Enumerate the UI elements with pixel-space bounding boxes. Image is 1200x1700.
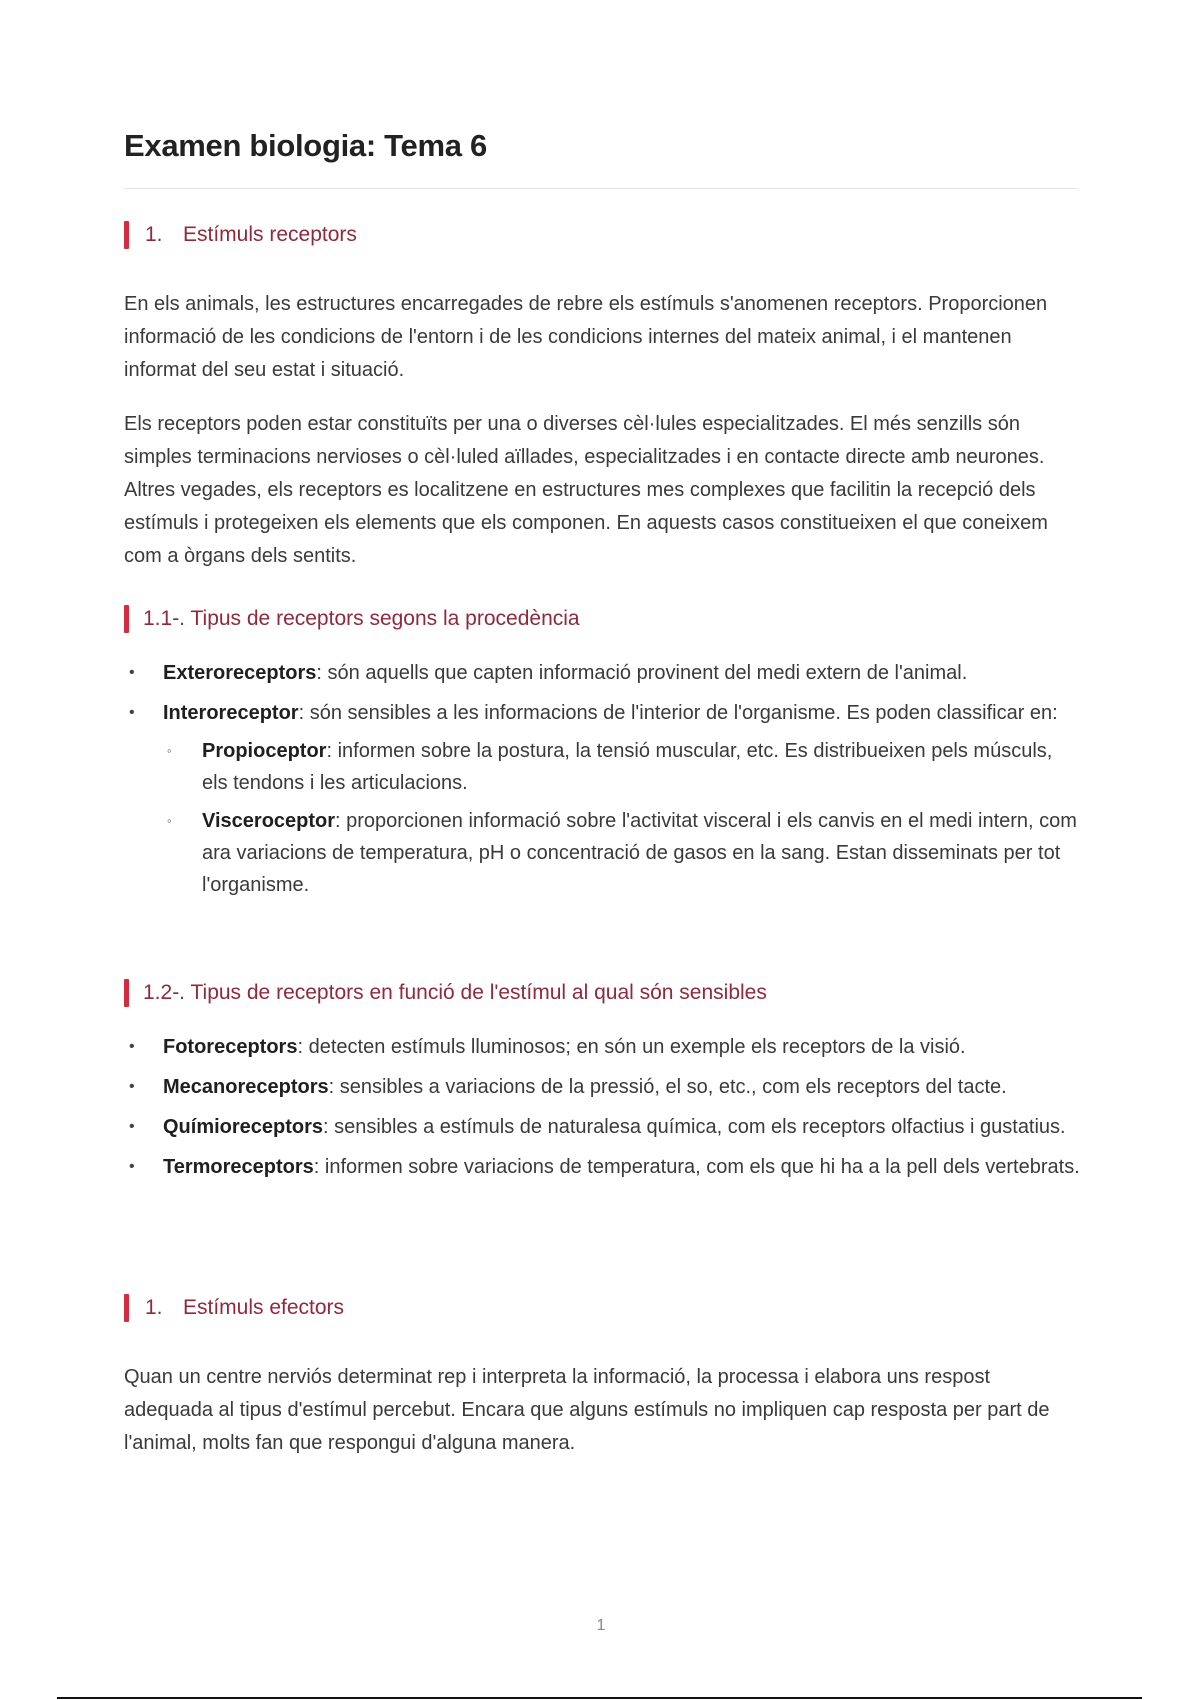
term: Mecanoreceptors <box>163 1076 329 1098</box>
heading-accent-bar <box>124 605 129 633</box>
title-divider <box>124 188 1078 189</box>
section-number: 1. <box>145 223 163 246</box>
receptor-stimulus-list <box>124 1031 1080 1191</box>
definition: : informen sobre la postura, la tensió muscular, etc. Es distribueixen pels músculs, els tendons i les articulacions. <box>202 740 1053 794</box>
list-item <box>124 657 1080 689</box>
page-bottom-border <box>57 1697 1142 1699</box>
definition: : són sensibles a les informacions de l'interior de l'organisme. Es poden classificar en: <box>298 702 1058 724</box>
bullet-icon: • <box>129 1038 135 1055</box>
section-title: Estímuls receptors <box>183 223 357 246</box>
list-item <box>124 1151 1080 1183</box>
definition: : detecten estímuls lluminosos; en són un exemple els receptors de la visió. <box>297 1036 966 1058</box>
bullet-icon: • <box>129 664 135 681</box>
heading-accent-bar <box>124 1294 129 1322</box>
subsection-title: 1.1-. Tipus de receptors segons la procedència <box>143 607 580 630</box>
paragraph: En els animals, les estructures encarregades de rebre els estímuls s'anomenen receptors. Proporcionen informació de les condicions de l'entorn i de les condicions internes del mateix animal, i el mantenen informat del seu estat i situació. <box>124 293 1048 381</box>
list-item <box>124 1071 1080 1103</box>
term: Exteroreceptors <box>163 662 317 684</box>
section-heading-efectors <box>124 1294 344 1322</box>
heading-accent-bar <box>124 221 129 249</box>
term: Propioceptor <box>202 740 327 762</box>
bullet-icon: • <box>129 1158 135 1175</box>
term: Termoreceptors <box>163 1156 314 1178</box>
definition: : sensibles a estímuls de naturalesa química, com els receptors olfactius i gustatius. <box>323 1116 1066 1138</box>
subsection-title: 1.2-. Tipus de receptors en funció de l'estímul al qual són sensibles <box>143 981 767 1004</box>
interoreceptor-sublist <box>163 735 1080 901</box>
list-item <box>124 1111 1080 1143</box>
paragraph: Els receptors poden estar constituïts per una o diverses cèl·lules especialitzades. El més senzills són simples terminacions nervioses o cèl·luled aïllades, especialitzades i en contacte directe amb neurones. Altres vegades, els receptors es localitzene en estructures mes complexes que facilitin la recepció dels estímuls i protegeixen els elements que els componen. En aquests casos constitueixen el que coneixem com a òrgans dels sentits. <box>124 413 1048 567</box>
section-title: Estímuls efectors <box>183 1296 345 1319</box>
subsection-heading-procedencia <box>124 605 580 633</box>
receptor-origin-list <box>124 657 1080 909</box>
term: Químioreceptors <box>163 1116 324 1138</box>
bullet-icon: • <box>129 1078 135 1095</box>
list-item <box>163 735 1080 799</box>
page-title: Examen biologia: Tema 6 <box>124 128 487 163</box>
hollow-bullet-icon: ◦ <box>167 813 172 828</box>
heading-accent-bar <box>124 979 129 1007</box>
definition: : proporcionen informació sobre l'activitat visceral i els canvis en el medi intern, com ara variacions de temperatura, pH o concentració de gasos en la sang. Estan disseminats per tot l'organisme. <box>202 810 1077 896</box>
paragraph: Quan un centre nerviós determinat rep i interpreta la informació, la processa i elabora uns respost adequada al tipus d'estímul percebut. Encara que alguns estímuls no impliquen cap resposta per part de l'animal, molts fan que respongui d'alguna manera. <box>124 1366 1050 1454</box>
page-number: 1 <box>596 1617 606 1634</box>
list-item <box>163 805 1080 901</box>
bullet-icon: • <box>129 704 135 721</box>
definition: : sensibles a variacions de la pressió, el so, etc., com els receptors del tacte. <box>328 1076 1007 1098</box>
term: Visceroceptor <box>202 810 336 832</box>
term: Interoreceptor <box>163 702 299 724</box>
bullet-icon: • <box>129 1118 135 1135</box>
list-item <box>124 1031 1080 1063</box>
definition: : informen sobre variacions de temperatura, com els que hi ha a la pell dels vertebrats. <box>313 1156 1080 1178</box>
section-heading-receptors <box>124 221 357 249</box>
subsection-heading-estimul <box>124 979 767 1007</box>
term: Fotoreceptors <box>163 1036 298 1058</box>
hollow-bullet-icon: ◦ <box>167 743 172 758</box>
section-number: 1. <box>145 1296 163 1319</box>
list-item <box>124 697 1080 901</box>
definition: : són aquells que capten informació provinent del medi extern de l'animal. <box>316 662 968 684</box>
